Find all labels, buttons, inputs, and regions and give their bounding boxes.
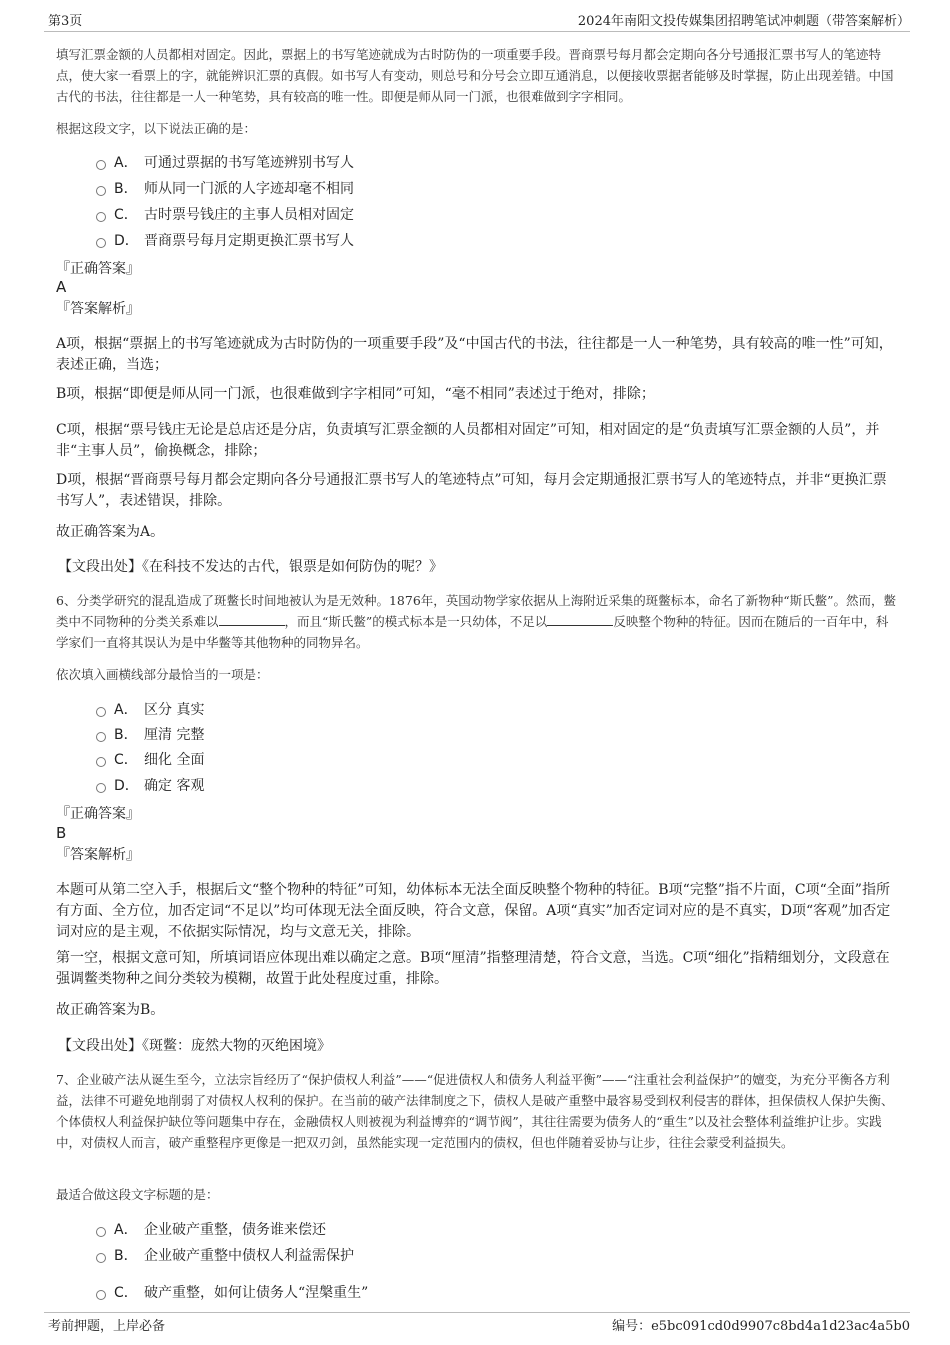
footer-slogan: 考前押题，上岸必备	[48, 1319, 166, 1334]
q5-analysis-label: 『答案解析』	[56, 301, 140, 317]
document-id: 编号：e5bc091cd0d9907c8bd4a1d23ac4a5b0	[612, 1319, 910, 1334]
radio-icon[interactable]	[96, 1253, 106, 1263]
q5-option-a[interactable]: A． 可通过票据的书写笔迹辨别书写人	[96, 152, 354, 174]
q6-correct-answer: B	[56, 824, 67, 842]
radio-icon[interactable]	[96, 783, 106, 793]
radio-icon[interactable]	[96, 160, 106, 170]
q5-analysis-d: D项，根据“晋商票号每月都会定期向各分号通报汇票书写人的笔迹特点”可知，每月会定期通报汇票书写人的笔迹特点，并非“更换汇票书写人”，表述错误，排除。	[56, 472, 887, 509]
radio-icon[interactable]	[96, 707, 106, 717]
page-header	[0, 0, 950, 34]
q6-source: 【文段出处】《斑鳖：庞然大物的灭绝困境》	[58, 1038, 331, 1054]
q6-analysis-label: 『答案解析』	[56, 847, 140, 863]
fill-blank-1	[219, 613, 285, 626]
q5-analysis-b: B项，根据“即便是师从同一门派，也很难做到字字相同”可知，“毫不相同”表述过于绝对，排除；	[56, 386, 655, 402]
radio-icon[interactable]	[96, 757, 106, 767]
document-title: 2024年南阳文投传媒集团招聘笔试冲刺题（带答案解析）	[577, 14, 910, 29]
page-number: 第3页	[48, 14, 83, 29]
q6-option-a[interactable]: A． 区分 真实	[96, 699, 204, 721]
q7-option-b[interactable]: B． 企业破产重整中债权人利益需保护	[96, 1245, 354, 1267]
page-footer	[0, 1312, 950, 1345]
q6-conclusion: 故正确答案为B。	[56, 1002, 165, 1018]
q7-question: 最适合做这段文字标题的是：	[56, 1187, 219, 1202]
q5-conclusion: 故正确答案为A。	[56, 524, 165, 540]
q6-passage: 6、分类学研究的混乱造成了斑鳖长时间地被认为是无效种。1876年，英国动物学家依据从上海附近采集的斑鳖标本，命名了新物种“斯氏鳖”。然而，鳖类中不同物种的分类关系难以 ，而且“斯氏鳖”的模式标本是一只幼体，不足以 反映整个物种的特征。因而在随后的一百年中，科学家们一直将其误认为是中华鳖等其他物种的同物异名。	[56, 593, 897, 650]
q5-source: 【文段出处】《在科技不发达的古代，银票是如何防伪的呢？》	[58, 559, 443, 575]
footer-divider	[44, 1312, 910, 1313]
header-divider	[44, 31, 910, 32]
q6-correct-label: 『正确答案』	[56, 806, 140, 822]
q5-correct-answer: A	[56, 278, 67, 296]
radio-icon[interactable]	[96, 186, 106, 196]
q6-option-d[interactable]: D． 确定 客观	[96, 775, 204, 797]
fill-blank-2	[547, 613, 613, 626]
radio-icon[interactable]	[96, 1290, 106, 1300]
q5-option-c[interactable]: C． 古时票号钱庄的主事人员相对固定	[96, 204, 354, 226]
q6-analysis-1: 本题可从第二空入手，根据后文“整个物种的特征”可知，幼体标本无法全面反映整个物种的特征。B项“完整”指不片面，C项“全面”指所有方面、全方位，加否定词“不足以”均可体现无法全面反映，符合文意，保留。A项“真实”加否定词对应的是不真实，D项“客观”加否定词对应的是主观，不依据实际情况，均与文意无关，排除。	[56, 882, 891, 940]
q6-analysis-2: 第一空，根据文意可知，所填词语应体现出难以确定之意。B项“厘清”指整理清楚，符合文意，当选。C项“细化”指精细划分，文段意在强调鳖类物种之间分类较为模糊，故置于此处程度过重，排除。	[56, 950, 890, 987]
q5-question: 根据这段文字，以下说法正确的是：	[56, 121, 257, 136]
radio-icon[interactable]	[96, 238, 106, 248]
q5-correct-label: 『正确答案』	[56, 261, 140, 277]
radio-icon[interactable]	[96, 212, 106, 222]
q5-analysis-c: C项，根据“票号钱庄无论是总店还是分店，负责填写汇票金额的人员都相对固定”可知，相对固定的是“负责填写汇票金额的人员”，并非“主事人员”，偷换概念，排除；	[56, 422, 880, 459]
q7-passage: 7、企业破产法从诞生至今，立法宗旨经历了“保护债权人利益”——“促进债权人和债务人利益平衡”——“注重社会利益保护”的嬗变，为充分平衡各方利益，法律不可避免地削弱了对债权人权利的保护。在当前的破产法律制度之下，债权人是破产重整中最容易受到权利侵害的群体，担保债权人保护失衡、个体债权人利益保护缺位等问题集中存在，金融债权人则被视为利益博弈的“调节阀”，其往往需要为债务人的“重生”以及社会整体利益维护让步。实践中，对债权人而言，破产重整程序更像是一把双刃剑，虽然能实现一定范围内的债权，但也伴随着妥协与让步，往往会蒙受利益损失。	[56, 1072, 894, 1150]
q7-option-c[interactable]: C． 破产重整，如何让债务人“涅槃重生”	[96, 1282, 368, 1304]
q5-option-d[interactable]: D． 晋商票号每月定期更换汇票书写人	[96, 230, 354, 252]
q6-option-b[interactable]: B． 厘清 完整	[96, 724, 204, 746]
q6-option-c[interactable]: C． 细化 全面	[96, 749, 204, 771]
radio-icon[interactable]	[96, 1227, 106, 1237]
q6-question: 依次填入画横线部分最恰当的一项是：	[56, 667, 269, 682]
q7-option-a[interactable]: A． 企业破产重整，债务谁来偿还	[96, 1219, 326, 1241]
q5-passage: 填写汇票金额的人员都相对固定。因此，票据上的书写笔迹就成为古时防伪的一项重要手段。晋商票号每月都会定期向各分号通报汇票书写人的笔迹特点，使大家一看票上的字，就能辨识汇票的真假。如书写人有变动，则总号和分号会立即互通消息，以便接收票据者能够及时掌握，防止出现差错。中国古代的书法，往往都是一人一种笔势，具有较高的唯一性。即便是师从同一门派，也很难做到字字相同。	[56, 47, 894, 104]
radio-icon[interactable]	[96, 732, 106, 742]
q5-analysis-a: A项，根据“票据上的书写笔迹就成为古时防伪的一项重要手段”及“中国古代的书法，往往都是一人一种笔势，具有较高的唯一性”可知，表述正确，当选；	[56, 336, 893, 373]
q5-option-b[interactable]: B． 师从同一门派的人字迹却毫不相同	[96, 178, 354, 200]
